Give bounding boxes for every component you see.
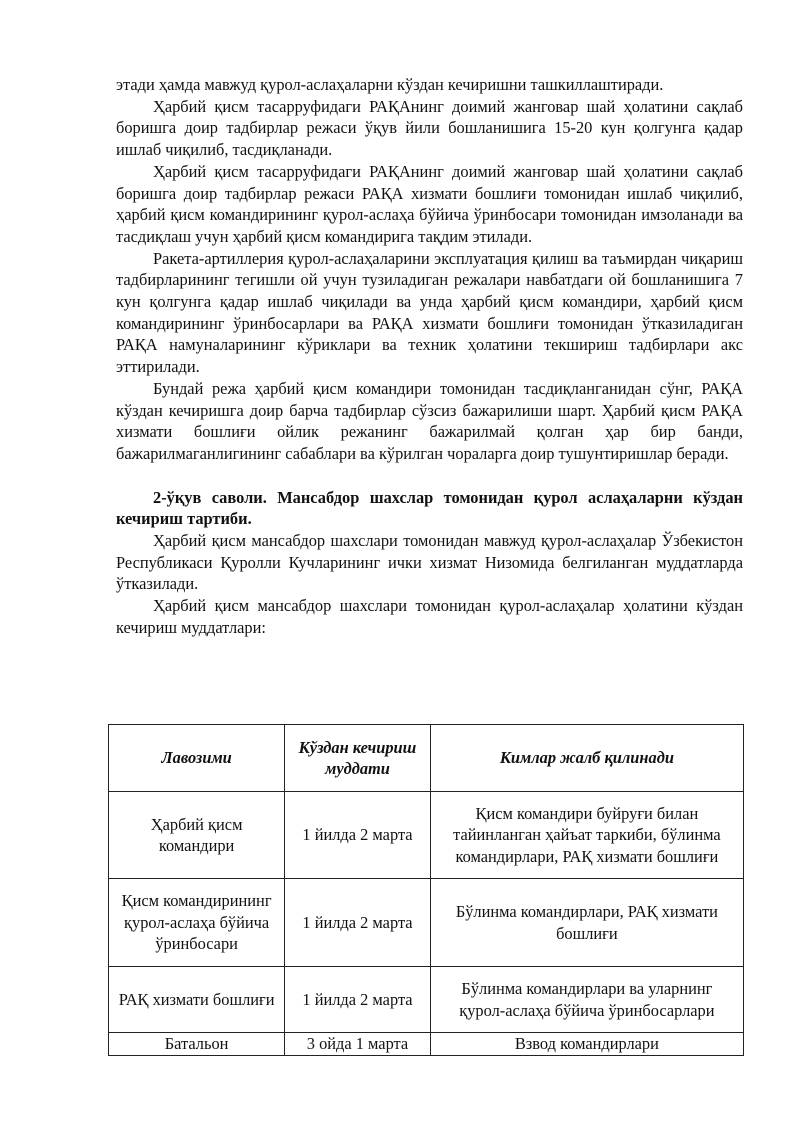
column-header-participants: Кимлар жалб қилинади (430, 725, 743, 792)
table-row (109, 1033, 744, 1056)
table-cell: Ҳарбий қисм командири (109, 792, 285, 879)
column-header-frequency: Кўздан кечириш муддати (285, 725, 431, 792)
table-cell: Бўлинма командирлари ва уларнинг қурол-аслаҳа бўйича ўринбосарлари (430, 967, 743, 1033)
table-cell: Қисм командири буйруғи билан тайинланган ҳайъат таркиби, бўлинма командирлари, РАҚ хизмати бошлиғи (430, 792, 743, 879)
section-heading: 2-ўқув саволи. Мансабдор шахслар томонидан қурол аслаҳаларни кўздан кечириш тартиби. (116, 487, 743, 529)
inspection-schedule-table (108, 724, 744, 1056)
table-row (109, 967, 744, 1033)
paragraph: Ҳарбий қисм мансабдор шахслари томонидан қурол-аслаҳалар ҳолатини кўздан кечириш муддатлари: (116, 596, 743, 637)
paragraph: Ҳарбий қисм мансабдор шахслари томонидан мавжуд қурол-аслаҳалар Ўзбекистон Республикаси Қуролли Кучларининг ички хизмат Низомида белгиланган муддатларда ўтказилади. (116, 531, 743, 594)
paragraph: Ҳарбий қисм тасарруфидаги РАҚАнинг доимий жанговар шай ҳолатини сақлаб боришга доир тадбирлар режаси РАҚА хизмати бошлиғи томонидан ишлаб чиқилиб, ҳарбий қисм командирининг қурол-аслаҳа бўйича ўринбосари томонидан имзоланади ва тасдиқлаш учун ҳарбий қисм командирига тақдим этилади. (116, 161, 743, 246)
paragraph: Ракета-артиллерия қурол-аслаҳаларини эксплуатация қилиш ва таъмирдан чиқариш тадбирларининг тегишли ой учун тузиладиган режалари навбатдаги ой бошланишига 7 кун қолгунга қадар ишлаб чиқилади ва унда ҳарбий қисм командири, ҳарбий қисм командирининг ўринбосарлари ва РАҚА хизмати бошлиғи томонидан ўтказиладиган РАҚА намуналарининг кўриклари ва техник ҳолатини текшириш тадбирлари акс эттирилади. (116, 248, 743, 377)
table-row (109, 792, 744, 879)
table-cell: Бўлинма командирлари, РАҚ хизмати бошлиғи (430, 879, 743, 967)
table-row (109, 879, 744, 967)
table-cell: Батальон (109, 1033, 285, 1056)
table-cell: РАҚ хизмати бошлиғи (109, 967, 285, 1033)
table-cell: Қисм командирининг қурол-аслаҳа бўйича ўринбосари (109, 879, 285, 967)
paragraph: Бундай режа ҳарбий қисм командири томонидан тасдиқланганидан сўнг, РАҚА кўздан кечиришга доир барча тадбирлар сўзсиз бажарилиши шарт. Ҳарбий қисм РАҚА хизмати бошлиғи ойлик режанинг бажарилмай қолган ҳар бир банди, бажарилмаганлигининг сабаблари ва кўрилган чораларга доир тушунтиришлар беради. (116, 378, 743, 463)
document-body (116, 74, 743, 639)
paragraph: Ҳарбий қисм тасарруфидаги РАҚАнинг доимий жанговар шай ҳолатини сақлаб боришга доир тадбирлар режаси ўқув йили бошланишига 15-20 кун қолгунга қадар ишлаб чиқилиб, тасдиқланади. (116, 96, 743, 160)
table-cell: 1 йилда 2 марта (285, 879, 431, 967)
table-cell: 1 йилда 2 марта (285, 792, 431, 879)
table-cell: Взвод командирлари (430, 1033, 743, 1056)
table-cell: 3 ойда 1 марта (285, 1033, 431, 1056)
paragraph: этади ҳамда мавжуд қурол-аслаҳаларни кўздан кечиришни ташкиллаштиради. (116, 75, 664, 94)
table-cell: 1 йилда 2 марта (285, 967, 431, 1033)
table-header-row (109, 725, 744, 792)
column-header-position: Лавозими (109, 725, 285, 792)
